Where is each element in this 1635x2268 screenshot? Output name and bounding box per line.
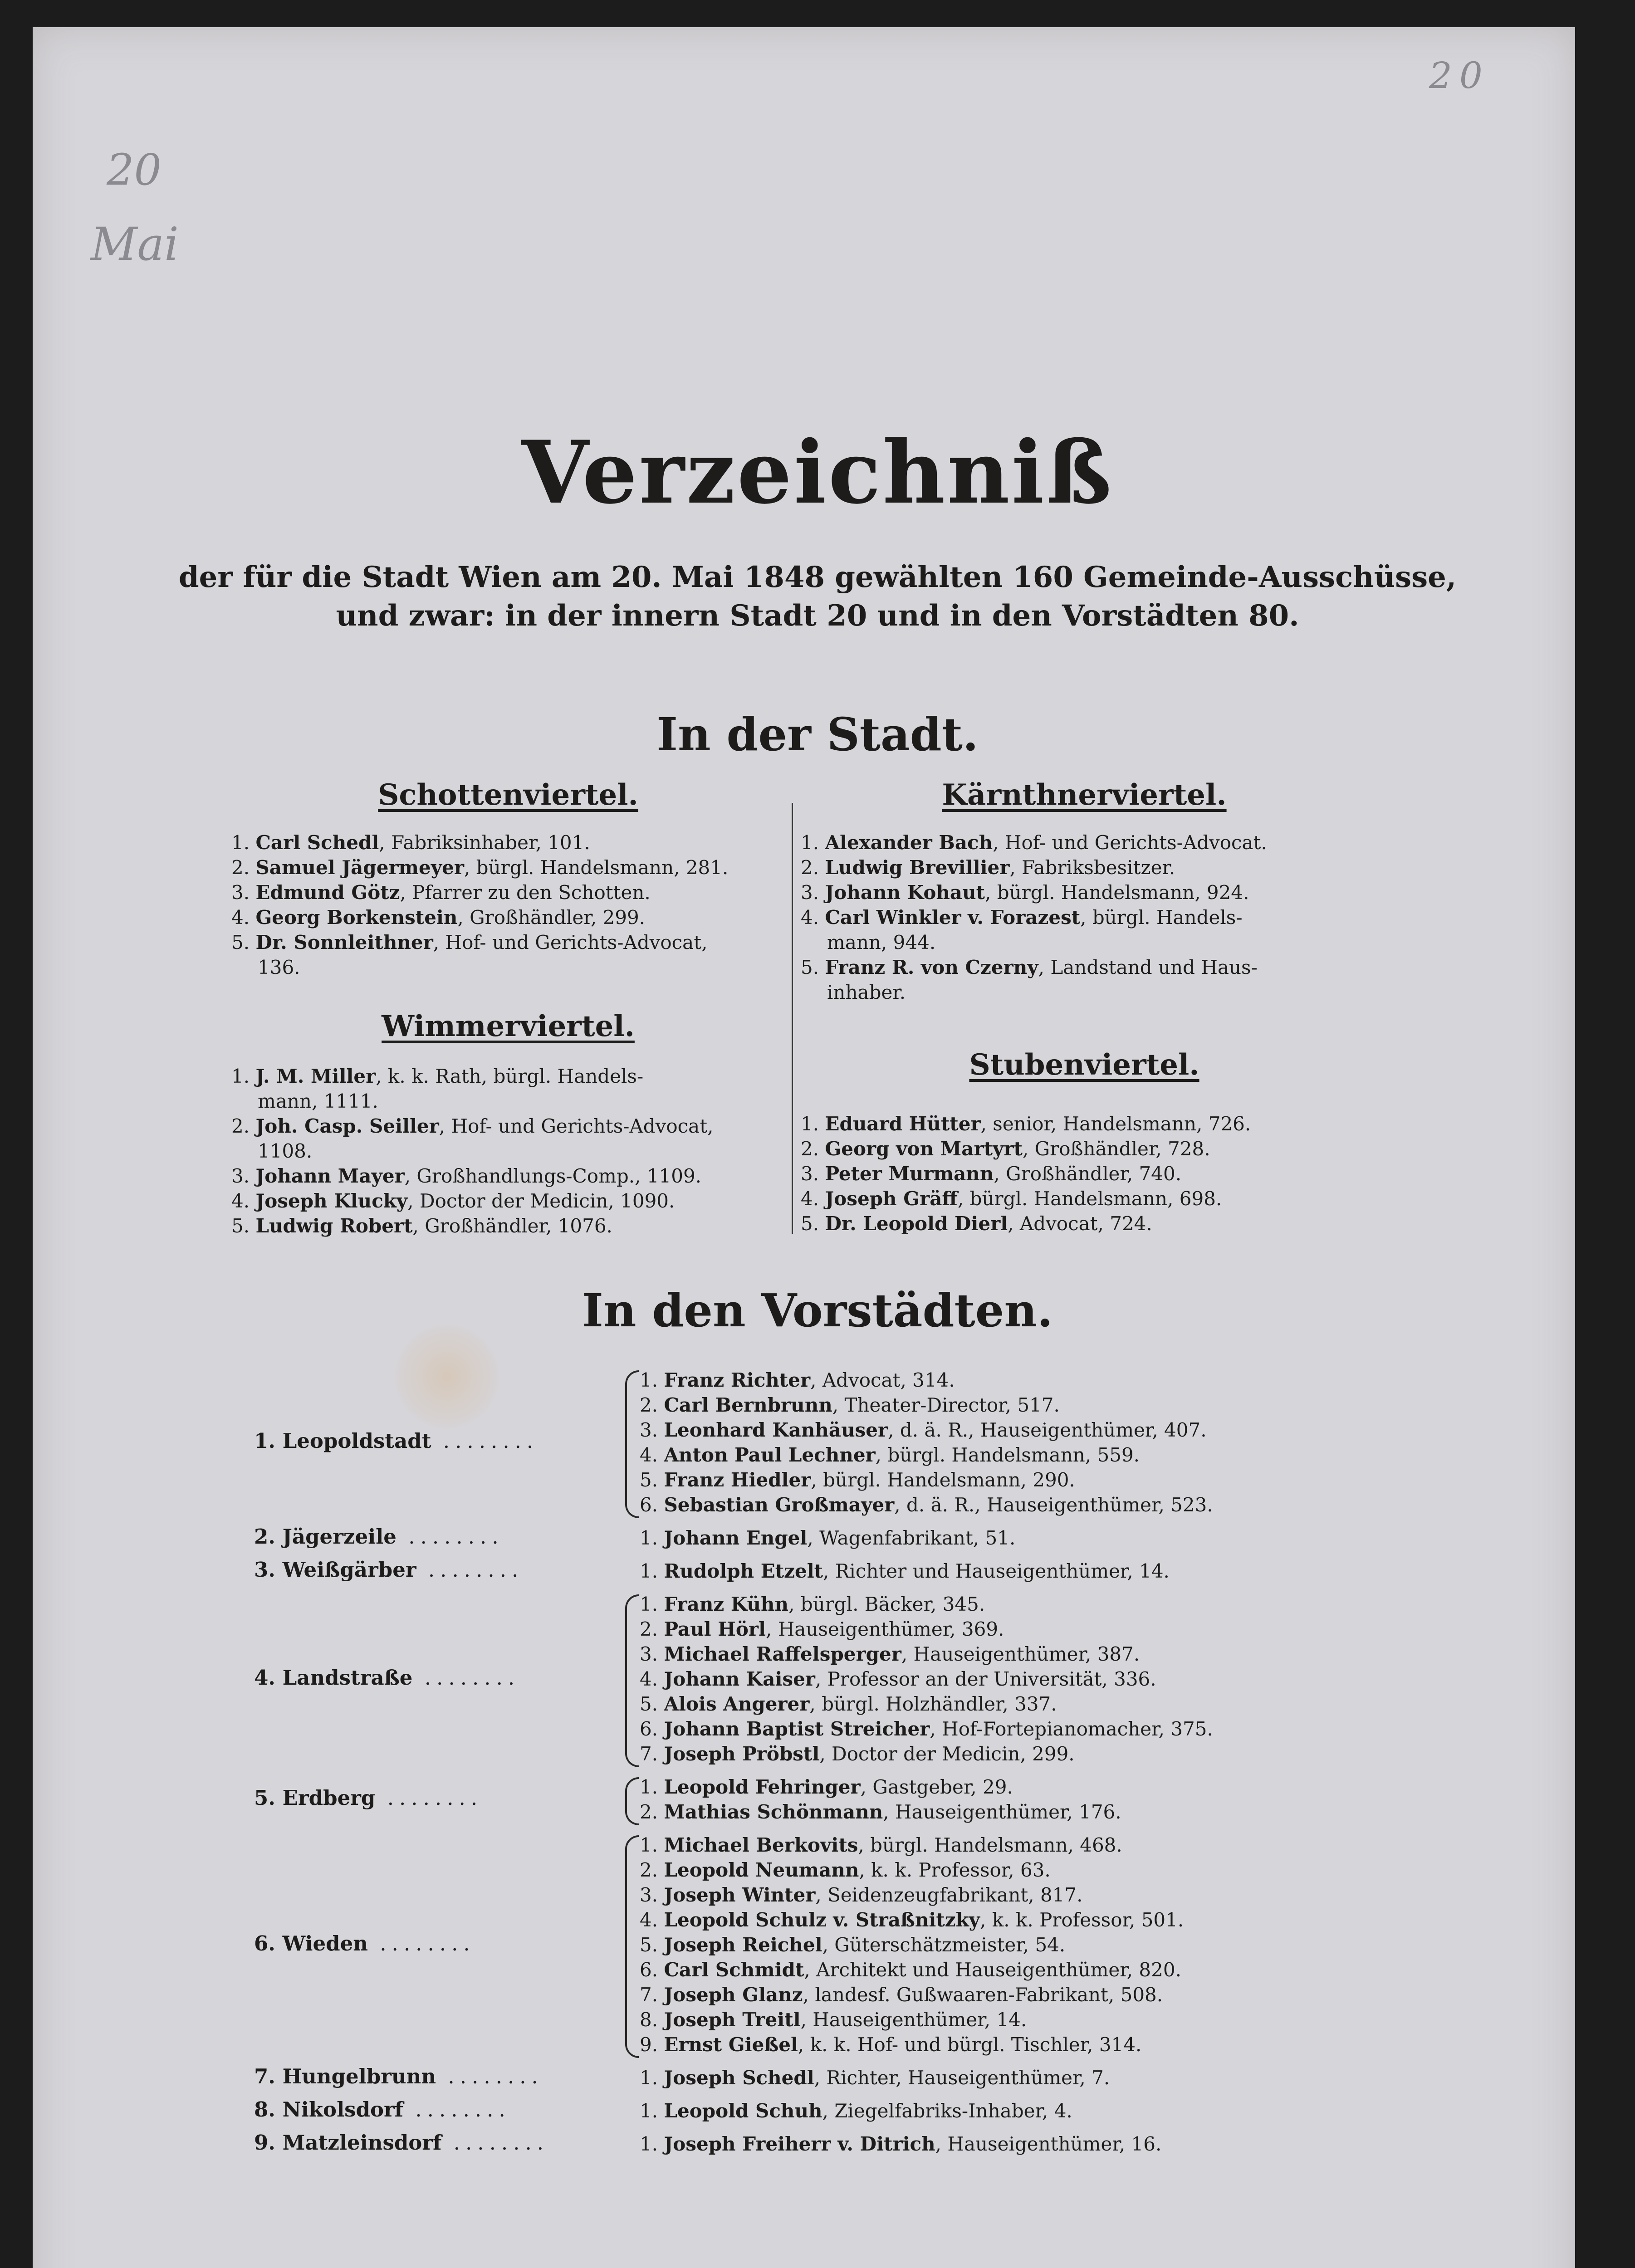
member-description: , Advocat, 314. [810, 1369, 955, 1391]
district-name: 9. Matzleinsdorf [254, 2130, 442, 2155]
member-entry [801, 1111, 1386, 1136]
member-description: , Hauseigenthümer, 176. [883, 1801, 1121, 1823]
quarter-heading-schotten: Schottenviertel. [378, 778, 638, 812]
member-number: 5. [231, 1215, 250, 1237]
member-number: 3. [640, 1884, 658, 1906]
district-name: 4. Landstraße [254, 1665, 413, 1690]
member-number: 1. [640, 2133, 658, 2155]
handwritten-date-month: Mai [91, 218, 179, 271]
district-label [254, 1786, 626, 1810]
member-list-wimmer [231, 1064, 785, 1238]
member-number: 3. [801, 881, 819, 904]
member-name: Johann Engel [664, 1527, 808, 1549]
leader-dots: ........ [436, 2064, 543, 2088]
member-description: , bürgl. Holzhändler, 337. [809, 1693, 1057, 1715]
leader-dots: ........ [375, 1786, 483, 1810]
district-member-list [640, 2098, 1366, 2123]
member-entry [640, 2065, 1366, 2090]
leader-dots: ........ [412, 1665, 520, 1690]
member-number: 2. [231, 1115, 250, 1137]
member-entry [640, 1393, 1366, 1418]
member-number: 1. [801, 1113, 819, 1135]
member-description: , Hauseigenthümer, 14. [800, 2009, 1027, 2031]
district-label [254, 1525, 626, 1549]
district-name: 7. Hungelbrunn [254, 2064, 436, 2088]
document-title: Verzeichniß [521, 422, 1114, 523]
member-entry [640, 1368, 1366, 1393]
member-entry [801, 955, 1386, 980]
member-entry [231, 1064, 785, 1089]
member-name: Carl Winkler v. Forazest [825, 906, 1081, 929]
member-name: Leonhard Kanhäuser [664, 1419, 888, 1441]
member-name: Johann Kaiser [664, 1668, 815, 1690]
section-heading-suburbs: In den Vorstädten. [582, 1284, 1053, 1337]
district-member-list [640, 1833, 1366, 2057]
member-name: Joseph Pröbstl [664, 1743, 820, 1765]
member-number: 6. [640, 1959, 658, 1981]
quarter-heading-stuben: Stubenviertel. [969, 1048, 1199, 1082]
district-name: 6. Wieden [254, 1931, 368, 1955]
leader-dots: ........ [431, 1429, 539, 1453]
member-number: 1. [640, 1369, 658, 1391]
member-number: 1. [640, 1776, 658, 1798]
stain-mark [395, 1325, 499, 1429]
member-description: , Hof-Fortepianomacher, 375. [930, 1718, 1213, 1740]
member-entry [640, 1467, 1366, 1492]
member-description: , Professor an der Universität, 336. [815, 1668, 1156, 1690]
member-name: Paul Hörl [664, 1618, 766, 1640]
member-entry [231, 1213, 785, 1238]
member-entry [640, 2032, 1366, 2057]
member-name: Rudolph Etzelt [664, 1560, 823, 1582]
member-description: , Großhändler, 728. [1022, 1138, 1210, 1160]
member-entry [640, 1418, 1366, 1442]
member-entry [801, 905, 1386, 930]
district-member-list [640, 1774, 1366, 1824]
district-name: 1. Leopoldstadt [254, 1429, 431, 1453]
district-member-list [640, 2131, 1366, 2156]
member-entry [640, 1617, 1366, 1642]
member-description: , Großhändler, 1076. [412, 1215, 612, 1237]
member-entry [640, 2098, 1366, 2123]
member-number: 4. [801, 906, 819, 929]
brace-bracket [625, 1777, 639, 1825]
member-description: , Doctor der Medicin, 1090. [407, 1190, 675, 1212]
member-number: 4. [231, 1190, 250, 1212]
member-number: 5. [231, 931, 250, 953]
member-number: 1. [231, 831, 250, 854]
member-name: Georg Borkenstein [255, 906, 458, 929]
member-entry [231, 855, 785, 880]
member-name: Michael Berkovits [664, 1834, 858, 1856]
member-description: , bürgl. Handels- [1080, 906, 1243, 929]
member-name: Leopold Neumann [664, 1859, 859, 1881]
member-name: Mathias Schönmann [664, 1801, 883, 1823]
member-name: Leopold Schuh [664, 2100, 822, 2122]
member-entry [640, 1642, 1366, 1667]
member-number: 4. [801, 1188, 819, 1210]
member-description: , bürgl. Handelsmann, 924. [985, 881, 1249, 904]
member-name: Joseph Freiherr v. Ditrich [664, 2133, 935, 2155]
member-entry [231, 1188, 785, 1213]
member-number: 2. [640, 1618, 658, 1640]
district-member-list [640, 1592, 1366, 1766]
member-description: , Architekt und Hauseigenthümer, 820. [804, 1959, 1181, 1981]
member-description: , d. ä. R., Hauseigenthümer, 407. [888, 1419, 1207, 1441]
member-entry [231, 905, 785, 930]
district-member-list [640, 1525, 1366, 1550]
member-description: , Richter, Hauseigenthümer, 7. [814, 2067, 1110, 2089]
district-member-list [640, 1368, 1366, 1517]
member-description: , Advocat, 724. [1008, 1212, 1152, 1235]
member-description: , bürgl. Handelsmann, 290. [811, 1469, 1075, 1491]
district-name: 8. Nikolsdorf [254, 2097, 404, 2121]
member-entry [640, 1857, 1366, 1882]
district-label [254, 2097, 626, 2121]
quarter-heading-wimmer: Wimmerviertel. [382, 1009, 635, 1043]
member-number: 2. [640, 1801, 658, 1823]
member-entry [801, 830, 1386, 855]
leader-dots: ........ [367, 1931, 475, 1955]
member-description: , Güterschätzmeister, 54. [822, 1934, 1066, 1956]
member-entry-continuation: mann, 944. [827, 931, 936, 953]
member-description: , Landstand und Haus- [1038, 956, 1258, 978]
member-entry [640, 1492, 1366, 1517]
leader-dots: ........ [441, 2130, 549, 2155]
member-description: , Seidenzeugfabrikant, 817. [815, 1884, 1083, 1906]
column-divider [792, 803, 793, 1234]
member-name: Carl Schmidt [664, 1959, 804, 1981]
member-name: Sebastian Großmayer [664, 1494, 895, 1516]
member-description: , Hof- und Gerichts-Advocat, [439, 1115, 714, 1137]
member-name: Franz Hiedler [664, 1469, 811, 1491]
member-description: , Fabriksbesitzer. [1009, 856, 1175, 879]
member-number: 4. [640, 1444, 658, 1466]
district-member-list [640, 1559, 1366, 1584]
member-entry-continuation: 136. [258, 956, 300, 978]
member-entry [231, 930, 785, 955]
member-entry [640, 1716, 1366, 1741]
member-number: 3. [231, 881, 250, 904]
leader-dots: ........ [396, 1524, 504, 1549]
member-number: 2. [801, 1138, 819, 1160]
member-name: Dr. Sonnleithner [255, 931, 433, 953]
member-name: Joseph Winter [664, 1884, 816, 1906]
member-name: Joseph Schedl [664, 2067, 814, 2089]
member-description: , Wagenfabrikant, 51. [807, 1527, 1016, 1549]
member-number: 1. [640, 1527, 658, 1549]
member-number: 1. [640, 1834, 658, 1856]
member-description: , d. ä. R., Hauseigenthümer, 523. [894, 1494, 1213, 1516]
member-number: 3. [801, 1163, 819, 1185]
member-name: Franz R. von Czerny [825, 956, 1038, 978]
member-entry [640, 2007, 1366, 2032]
member-number: 6. [640, 1718, 658, 1740]
member-number: 7. [640, 1743, 658, 1765]
member-entry [801, 855, 1386, 880]
member-list-schotten [231, 830, 785, 980]
member-number: 5. [801, 1212, 819, 1235]
member-description: , bürgl. Handelsmann, 468. [858, 1834, 1122, 1856]
member-description: , Hof- und Gerichts-Advocat. [993, 831, 1267, 854]
member-number: 1. [640, 2100, 658, 2122]
member-description: , bürgl. Handelsmann, 281. [464, 856, 729, 879]
member-name: Joseph Klucky [255, 1190, 408, 1212]
member-description: , Hauseigenthümer, 387. [901, 1643, 1140, 1665]
member-entry [801, 1186, 1386, 1211]
member-number: 2. [801, 856, 819, 879]
district-label [254, 1429, 626, 1453]
member-entry-continuation: inhaber. [827, 981, 906, 1003]
member-number: 1. [231, 1065, 250, 1087]
member-number: 5. [640, 1934, 658, 1956]
member-name: Ludwig Brevillier [825, 856, 1010, 879]
member-number: 1. [640, 1560, 658, 1582]
district-label [254, 1666, 626, 1690]
member-description: , k. k. Rath, bürgl. Handels- [376, 1065, 644, 1087]
member-number: 3. [640, 1419, 658, 1441]
member-entry [640, 1774, 1366, 1799]
member-name: Joh. Casp. Seiller [255, 1115, 439, 1137]
member-name: Georg von Martyrt [825, 1138, 1023, 1160]
member-entry [231, 880, 785, 905]
member-description: , k. k. Professor, 63. [859, 1859, 1051, 1881]
member-name: Carl Bernbrunn [664, 1394, 832, 1416]
member-description: , Großhändler, 299. [457, 906, 646, 929]
member-name: Carl Schedl [255, 831, 379, 854]
member-name: Samuel Jägermeyer [255, 856, 464, 879]
subtitle-line-1: der für die Stadt Wien am 20. Mai 1848 gewählten 160 Gemeinde-Ausschüsse, [178, 560, 1457, 594]
leader-dots: ........ [416, 1557, 524, 1582]
member-number: 6. [640, 1494, 658, 1516]
leader-dots: ........ [403, 2097, 511, 2121]
member-entry [231, 830, 785, 855]
member-name: Michael Raffelsperger [664, 1643, 901, 1665]
member-name: Joseph Treitl [664, 2009, 801, 2031]
handwritten-page-number: 20 [1429, 54, 1490, 97]
district-name: 2. Jägerzeile [254, 1524, 397, 1549]
district-label [254, 2064, 626, 2088]
member-entry [640, 1691, 1366, 1716]
member-name: Ludwig Robert [255, 1215, 413, 1237]
member-description: , Großhändler, 740. [994, 1163, 1182, 1185]
member-entry [640, 1741, 1366, 1766]
member-description: , bürgl. Handelsmann, 698. [957, 1188, 1222, 1210]
subtitle-line-2: und zwar: in der innern Stadt 20 und in den Vorstädten 80. [336, 599, 1299, 633]
member-number: 2. [640, 1394, 658, 1416]
member-description: , landesf. Gußwaaren-Fabrikant, 508. [803, 1984, 1163, 2006]
member-name: Leopold Schulz v. Straßnitzky [664, 1909, 980, 1931]
member-entry [801, 1161, 1386, 1186]
member-name: Leopold Fehringer [664, 1776, 861, 1798]
member-number: 4. [640, 1668, 658, 1690]
member-number: 1. [801, 831, 819, 854]
district-label [254, 1558, 626, 1582]
member-number: 2. [231, 856, 250, 879]
quarter-heading-kaernthner: Kärnthnerviertel. [942, 778, 1227, 812]
section-heading-city: In der Stadt. [656, 708, 979, 761]
member-entry [640, 1667, 1366, 1691]
member-entry [640, 1525, 1366, 1550]
member-entry-continuation: mann, 1111. [258, 1090, 378, 1112]
member-entry [640, 1907, 1366, 1932]
member-number: 5. [640, 1469, 658, 1491]
member-name: Johann Baptist Streicher [664, 1718, 930, 1740]
member-description: , Hauseigenthümer, 16. [935, 2133, 1162, 2155]
member-entry [640, 1559, 1366, 1584]
member-entry [640, 1982, 1366, 2007]
member-number: 8. [640, 2009, 658, 2031]
member-description: , Doctor der Medicin, 299. [819, 1743, 1075, 1765]
member-number: 9. [640, 2033, 658, 2056]
member-name: Franz Kühn [664, 1593, 789, 1615]
member-description: , senior, Handelsmann, 726. [980, 1113, 1251, 1135]
member-name: Ernst Gießel [664, 2033, 798, 2056]
member-name: Peter Murmann [825, 1163, 994, 1185]
member-name: Joseph Gräff [825, 1188, 958, 1210]
district-name: 3. Weißgärber [254, 1557, 416, 1582]
member-entry [640, 1932, 1366, 1957]
district-member-list [640, 2065, 1366, 2090]
brace-bracket [625, 1370, 639, 1518]
member-entry [640, 1592, 1366, 1617]
member-description: , Hof- und Gerichts-Advocat, [433, 931, 708, 953]
member-name: J. M. Miller [255, 1065, 376, 1087]
member-description: , Fabriksinhaber, 101. [379, 831, 590, 854]
member-entry [231, 1163, 785, 1188]
member-description: , Großhandlungs-Comp., 1109. [404, 1165, 702, 1187]
member-entry [801, 1211, 1386, 1236]
member-entry [640, 1442, 1366, 1467]
brace-bracket [625, 1594, 639, 1767]
member-number: 2. [640, 1859, 658, 1881]
member-number: 5. [640, 1693, 658, 1715]
member-entry [640, 1833, 1366, 1857]
member-entry-continuation: 1108. [258, 1140, 313, 1162]
member-description: , Hauseigenthümer, 369. [766, 1618, 1004, 1640]
member-number: 4. [640, 1909, 658, 1931]
member-description: , k. k. Professor, 501. [980, 1909, 1184, 1931]
member-description: , k. k. Hof- und bürgl. Tischler, 314. [798, 2033, 1142, 2056]
member-name: Edmund Götz [255, 881, 400, 904]
member-description: , Gastgeber, 29. [860, 1776, 1013, 1798]
member-number: 4. [231, 906, 250, 929]
member-name: Alexander Bach [825, 831, 993, 854]
member-description: , Richter und Hauseigenthümer, 14. [823, 1560, 1170, 1582]
district-name: 5. Erdberg [254, 1786, 376, 1810]
member-number: 1. [640, 1593, 658, 1615]
member-name: Dr. Leopold Dierl [825, 1212, 1008, 1235]
member-entry [801, 1136, 1386, 1161]
member-name: Eduard Hütter [825, 1113, 981, 1135]
member-entry [801, 880, 1386, 905]
member-description: , Theater-Director, 517. [832, 1394, 1060, 1416]
member-entry [640, 1882, 1366, 1907]
member-list-stuben [801, 1111, 1386, 1236]
member-description: , Pfarrer zu den Schotten. [400, 881, 651, 904]
member-name: Anton Paul Lechner [664, 1444, 876, 1466]
member-number: 7. [640, 1984, 658, 2006]
member-name: Johann Mayer [255, 1165, 405, 1187]
member-description: , bürgl. Bäcker, 345. [788, 1593, 985, 1615]
handwritten-date-number: 20 [107, 145, 162, 195]
brace-bracket [625, 1835, 639, 2058]
member-description: , Ziegelfabriks-Inhaber, 4. [822, 2100, 1072, 2122]
member-entry [640, 1799, 1366, 1824]
member-entry [231, 1114, 785, 1139]
member-name: Alois Angerer [664, 1693, 810, 1715]
member-name: Franz Richter [664, 1369, 811, 1391]
member-description: , bürgl. Handelsmann, 559. [875, 1444, 1140, 1466]
member-entry [640, 2131, 1366, 2156]
member-number: 5. [801, 956, 819, 978]
member-number: 3. [640, 1643, 658, 1665]
member-number: 3. [231, 1165, 250, 1187]
member-name: Joseph Reichel [664, 1934, 822, 1956]
member-list-kaernthner [801, 830, 1386, 1005]
district-label [254, 1931, 626, 1955]
member-number: 1. [640, 2067, 658, 2089]
member-entry [640, 1957, 1366, 1982]
member-name: Joseph Glanz [664, 1984, 803, 2006]
district-label [254, 2131, 626, 2155]
member-name: Johann Kohaut [825, 881, 985, 904]
